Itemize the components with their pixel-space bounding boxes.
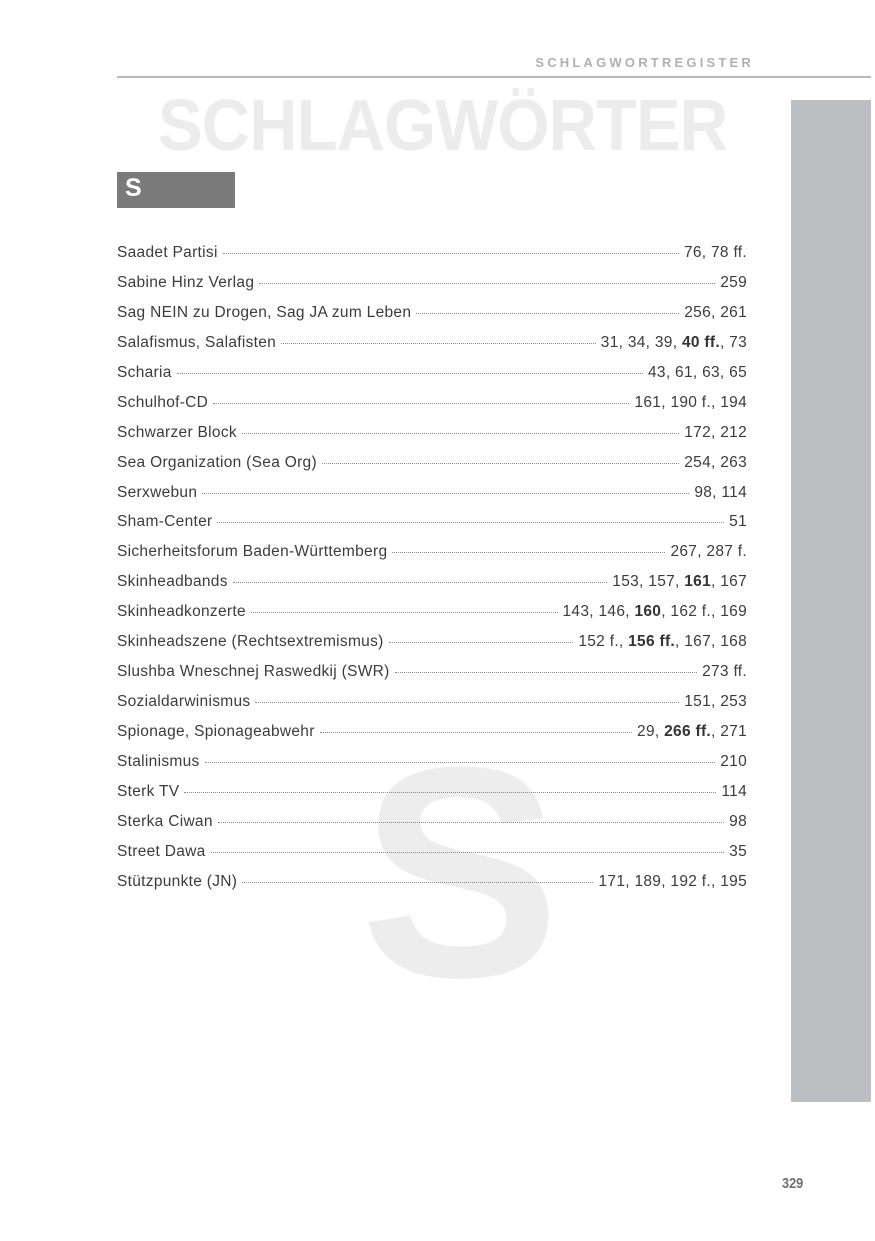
index-entry <box>117 360 747 390</box>
index-entry <box>117 420 747 450</box>
dot-leader <box>281 343 596 344</box>
index-term: Serxwebun <box>117 483 198 501</box>
index-entry <box>117 629 747 659</box>
dot-leader <box>242 433 679 434</box>
page-references <box>670 539 747 565</box>
dot-leader <box>217 522 724 523</box>
page-reference: 51 <box>729 513 747 531</box>
index-term: Sterka Ciwan <box>117 812 213 830</box>
index-entry <box>117 719 747 749</box>
index-entry <box>117 509 747 539</box>
page-references <box>598 869 747 895</box>
index-term: Slushba Wneschnej Raswedkij (SWR) <box>117 663 390 681</box>
page-references <box>684 240 747 266</box>
page-reference: 76, 78 ff. <box>683 244 747 261</box>
dot-leader <box>233 582 608 583</box>
dot-leader <box>259 283 715 284</box>
index-term: Stalinismus <box>117 752 200 770</box>
index-term: Street Dawa <box>117 842 206 860</box>
primary-page-reference: 40 ff. <box>681 333 720 351</box>
dot-leader <box>205 762 716 763</box>
page-references <box>702 659 747 685</box>
index-entry <box>117 240 747 270</box>
page-reference: 256, 261 <box>684 303 747 321</box>
index-term: Saadet Partisi <box>117 244 218 261</box>
page-reference: 35 <box>729 842 747 860</box>
index-entry <box>117 480 747 510</box>
page-references <box>634 390 747 416</box>
primary-page-reference: 160 <box>634 603 662 621</box>
index-entry <box>117 450 747 480</box>
index-entry <box>117 749 747 779</box>
page-references <box>684 420 747 446</box>
index-term: Salafismus, Salafisten <box>117 333 277 351</box>
page-reference: 151, 253 <box>684 693 747 711</box>
index-entry <box>117 569 747 599</box>
page-references <box>729 839 747 865</box>
page-references <box>694 480 747 506</box>
dot-leader <box>389 642 574 643</box>
dot-leader <box>416 313 679 314</box>
index-term: Sham-Center <box>117 513 213 531</box>
page-reference: , 73 <box>719 333 747 351</box>
page-references <box>729 809 747 835</box>
index-entry <box>117 779 747 809</box>
page-references <box>648 360 747 386</box>
page-references <box>721 779 747 805</box>
index-entry <box>117 390 747 420</box>
page-reference: 43, 61, 63, 65 <box>647 363 747 381</box>
page-references <box>720 270 747 296</box>
index-term: Sicherheitsforum Baden-Württemberg <box>117 543 388 561</box>
side-thumb-bar <box>791 100 871 1102</box>
index-entry <box>117 539 747 569</box>
page-reference: 273 ff. <box>702 663 747 681</box>
index-term: Sag NEIN zu Drogen, Sag JA zum Leben <box>117 303 412 321</box>
index-entry <box>117 270 747 300</box>
page-reference: 114 <box>721 782 747 800</box>
index-term: Skinheadkonzerte <box>117 603 246 621</box>
page-reference: , 167 <box>711 573 747 591</box>
dot-leader <box>395 672 697 673</box>
page-reference: 254, 263 <box>684 453 747 471</box>
page-references <box>578 629 747 655</box>
header-rule <box>117 76 871 78</box>
dot-leader <box>255 702 679 703</box>
page-reference: , 271 <box>711 723 747 740</box>
page-reference: 172, 212 <box>684 423 747 441</box>
dot-leader <box>177 373 643 374</box>
page-reference: 259 <box>720 273 747 291</box>
page-references <box>684 300 747 326</box>
page-reference: 267, 287 f. <box>670 543 747 561</box>
primary-page-reference: 161 <box>684 573 712 591</box>
page-references <box>729 509 747 535</box>
page-references <box>637 719 747 745</box>
page-reference: , 167, 168 <box>675 633 747 651</box>
page-reference: 29, <box>637 723 665 740</box>
index-term: Stützpunkte (JN) <box>117 872 238 890</box>
page-references <box>684 689 747 715</box>
page-reference: 98, 114 <box>694 483 747 501</box>
page-references <box>563 599 748 625</box>
index-list <box>117 240 747 899</box>
page-references <box>612 569 747 595</box>
index-term: Schulhof-CD <box>117 393 209 411</box>
dot-leader <box>223 253 679 254</box>
index-entry <box>117 300 747 330</box>
index-term: Skinheadszene (Rechtsextremismus) <box>117 633 384 651</box>
index-entry <box>117 659 747 689</box>
dot-leader <box>322 463 679 464</box>
dot-leader <box>184 792 716 793</box>
index-entry <box>117 599 747 629</box>
dot-leader <box>213 403 629 404</box>
index-entry <box>117 689 747 719</box>
dot-leader <box>320 732 632 733</box>
index-term: Sea Organization (Sea Org) <box>117 453 317 471</box>
primary-page-reference: 266 ff. <box>664 723 712 740</box>
index-term: Schwarzer Block <box>117 423 237 441</box>
running-head: SCHLAGWORTREGISTER <box>535 55 754 70</box>
page-number: 329 <box>782 1175 804 1192</box>
dot-leader <box>218 822 724 823</box>
page-reference: 153, 157, <box>612 573 685 591</box>
letter-watermark: S <box>360 704 561 1040</box>
index-entry <box>117 869 747 899</box>
index-term: Skinheadbands <box>117 573 228 591</box>
index-term: Scharia <box>117 363 172 381</box>
primary-page-reference: 156 ff. <box>628 633 676 651</box>
dot-leader <box>211 852 725 853</box>
page-reference: 161, 190 f., 194 <box>634 393 747 411</box>
section-letter-box <box>117 172 235 208</box>
index-entry <box>117 330 747 360</box>
dot-leader <box>251 612 558 613</box>
dot-leader <box>242 882 593 883</box>
page-references <box>684 450 747 476</box>
page-references <box>720 749 747 775</box>
index-term: Sabine Hinz Verlag <box>117 273 255 291</box>
page-reference: 210 <box>720 752 747 770</box>
index-term: Sozialdarwinismus <box>117 693 251 711</box>
section-letter: S <box>125 174 142 202</box>
page-reference: 171, 189, 192 f., 195 <box>598 872 747 890</box>
page-reference: 31, 34, 39, <box>600 333 682 351</box>
page-reference: 143, 146, <box>562 603 635 621</box>
index-term: Sterk TV <box>117 782 180 800</box>
index-term: Spionage, Spionageabwehr <box>117 723 315 740</box>
page-reference: 98 <box>729 812 747 830</box>
dot-leader <box>202 493 689 494</box>
page-references <box>601 330 747 356</box>
page-reference: , 162 f., 169 <box>661 603 747 621</box>
index-entry <box>117 839 747 869</box>
section-title-watermark: SCHLAGWÖRTER <box>158 86 728 166</box>
page-reference: 152 f., <box>578 633 629 651</box>
dot-leader <box>392 552 665 553</box>
index-entry <box>117 809 747 839</box>
